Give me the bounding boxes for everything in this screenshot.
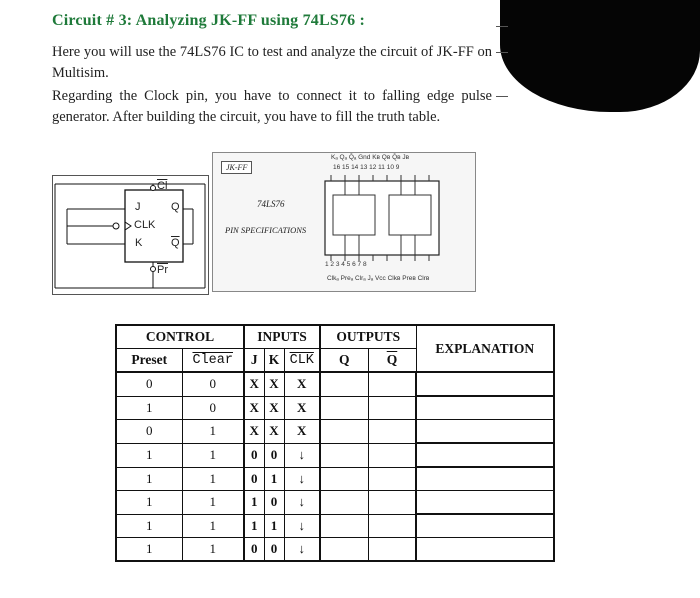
qbar-output-cell[interactable] [368,491,416,515]
intro-paragraph: Here you will use the 74LS76 IC to test and analyze the circuit of JK-FF on Multisim. [52,44,492,81]
table-row [116,396,554,420]
chip-package-drawing [317,175,447,261]
clear-cell: 1 [182,467,244,491]
clear-cell: 1 [182,538,244,562]
explanation-cell[interactable] [416,443,554,467]
clock-instructions-paragraph: Regarding the Clock pin, you have to connect it to falling edge pulse generator. After building the circuit, you have to fill the truth table. [52,88,492,125]
explanation-cell[interactable] [416,491,554,515]
q-output-cell[interactable] [320,514,368,538]
inputs-group-header: INPUTS [244,325,320,349]
q-output-cell[interactable] [320,491,368,515]
top-pin-labels: Kₐ Qₐ Q̄ₐ Gnd Kʙ Qʙ Q̄ʙ Jʙ [331,154,410,161]
clk-cell: ↓ [284,443,320,467]
top-pin-numbers: 16 15 14 13 12 11 10 9 [333,164,400,171]
k-cell: X [264,396,284,420]
k-cell: 1 [264,467,284,491]
clear-cell: 1 [182,443,244,467]
preset-cell: 1 [116,514,182,538]
preset-cell: 1 [116,538,182,562]
k-cell: X [264,372,284,396]
j-cell: X [244,420,264,444]
clk-cell: ↓ [284,491,320,515]
redaction-blot [500,0,700,112]
clk-cell: ↓ [284,514,320,538]
chip-spec-label: PIN SPECIFICATIONS [225,225,307,235]
j-cell: 1 [244,514,264,538]
preset-cell: 1 [116,467,182,491]
qbar-output-cell[interactable] [368,538,416,562]
control-group-header: CONTROL [116,325,244,349]
bottom-pin-numbers: 1 2 3 4 5 6 7 8 [325,261,367,268]
col-qbar: $\overline{Q}$ [368,349,416,373]
table-row [116,538,554,562]
preset-cell: 1 [116,443,182,467]
explanation-cell[interactable] [416,538,554,562]
col-clear: Clear [182,349,244,373]
q-output-cell[interactable] [320,372,368,396]
preset-cell: 1 [116,491,182,515]
q-output-cell[interactable] [320,538,368,562]
k-cell: X [264,420,284,444]
q-output-cell[interactable] [320,396,368,420]
qbar-output-cell[interactable] [368,514,416,538]
k-cell: 0 [264,443,284,467]
explanation-cell[interactable] [416,514,554,538]
col-j: J [244,349,264,373]
qbar-output-cell[interactable] [368,396,416,420]
clear-cell: 0 [182,372,244,396]
divider [496,26,508,27]
k-cell: 0 [264,491,284,515]
clk-cell: X [284,396,320,420]
qbar-output-label: $\overline{Q}$ [171,237,180,249]
divider [496,96,508,97]
explanation-cell[interactable] [416,420,554,444]
col-k: K [264,349,284,373]
clk-cell: ↓ [284,538,320,562]
chip-tag: JK-FF [221,161,252,174]
preset-cell: 1 [116,396,182,420]
qbar-output-cell[interactable] [368,372,416,396]
table-row [116,514,554,538]
jk-flipflop-diagram [52,175,209,295]
clear-cell: 1 [182,514,244,538]
k-input-label: K [135,237,143,249]
table-row [116,467,554,491]
col-q: Q [320,349,368,373]
clear-cell: 1 [182,420,244,444]
preset-cell: 0 [116,372,182,396]
clk-cell: X [284,420,320,444]
col-preset: Preset [116,349,182,373]
qbar-output-cell[interactable] [368,443,416,467]
truth-table [115,324,555,562]
qbar-output-cell[interactable] [368,467,416,491]
j-cell: X [244,396,264,420]
k-cell: 0 [264,538,284,562]
divider [496,52,508,53]
explanation-header: EXPLANATION [416,325,554,372]
clear-cell: 1 [182,491,244,515]
clear-cell: 0 [182,396,244,420]
q-output-cell[interactable] [320,420,368,444]
chip-name: 74LS76 [257,199,285,209]
col-clk: $\overline{CLK}$ [284,349,320,373]
outputs-group-header: OUTPUTS [320,325,416,349]
explanation-cell[interactable] [416,467,554,491]
explanation-cell[interactable] [416,396,554,420]
explanation-cell[interactable] [416,372,554,396]
j-cell: 0 [244,467,264,491]
chip-pinout-figure [212,152,476,292]
preset-cell: 0 [116,420,182,444]
bottom-pin-labels: Clkₐ Preₐ Clrₐ Jₐ Vcc Clkʙ Preʙ Clrʙ [327,275,430,282]
section-heading: Circuit # 3: Analyzing JK-FF using 74LS76 : [52,12,366,29]
clk-cell: ↓ [284,467,320,491]
j-cell: X [244,372,264,396]
j-cell: 0 [244,443,264,467]
j-cell: 1 [244,491,264,515]
q-output-cell[interactable] [320,467,368,491]
j-cell: 0 [244,538,264,562]
j-input-label: J [135,201,141,213]
clear-pin-label: $\overline{Cl}$ [157,180,168,192]
table-row [116,491,554,515]
q-output-label: Q [171,201,180,213]
clk-input-label: CLK [134,219,156,231]
clk-cell: X [284,372,320,396]
preset-pin-label: $\overline{Pr}$ [157,264,168,276]
q-output-cell[interactable] [320,443,368,467]
table-row [116,372,554,396]
table-row [116,420,554,444]
table-row [116,443,554,467]
k-cell: 1 [264,514,284,538]
qbar-output-cell[interactable] [368,420,416,444]
